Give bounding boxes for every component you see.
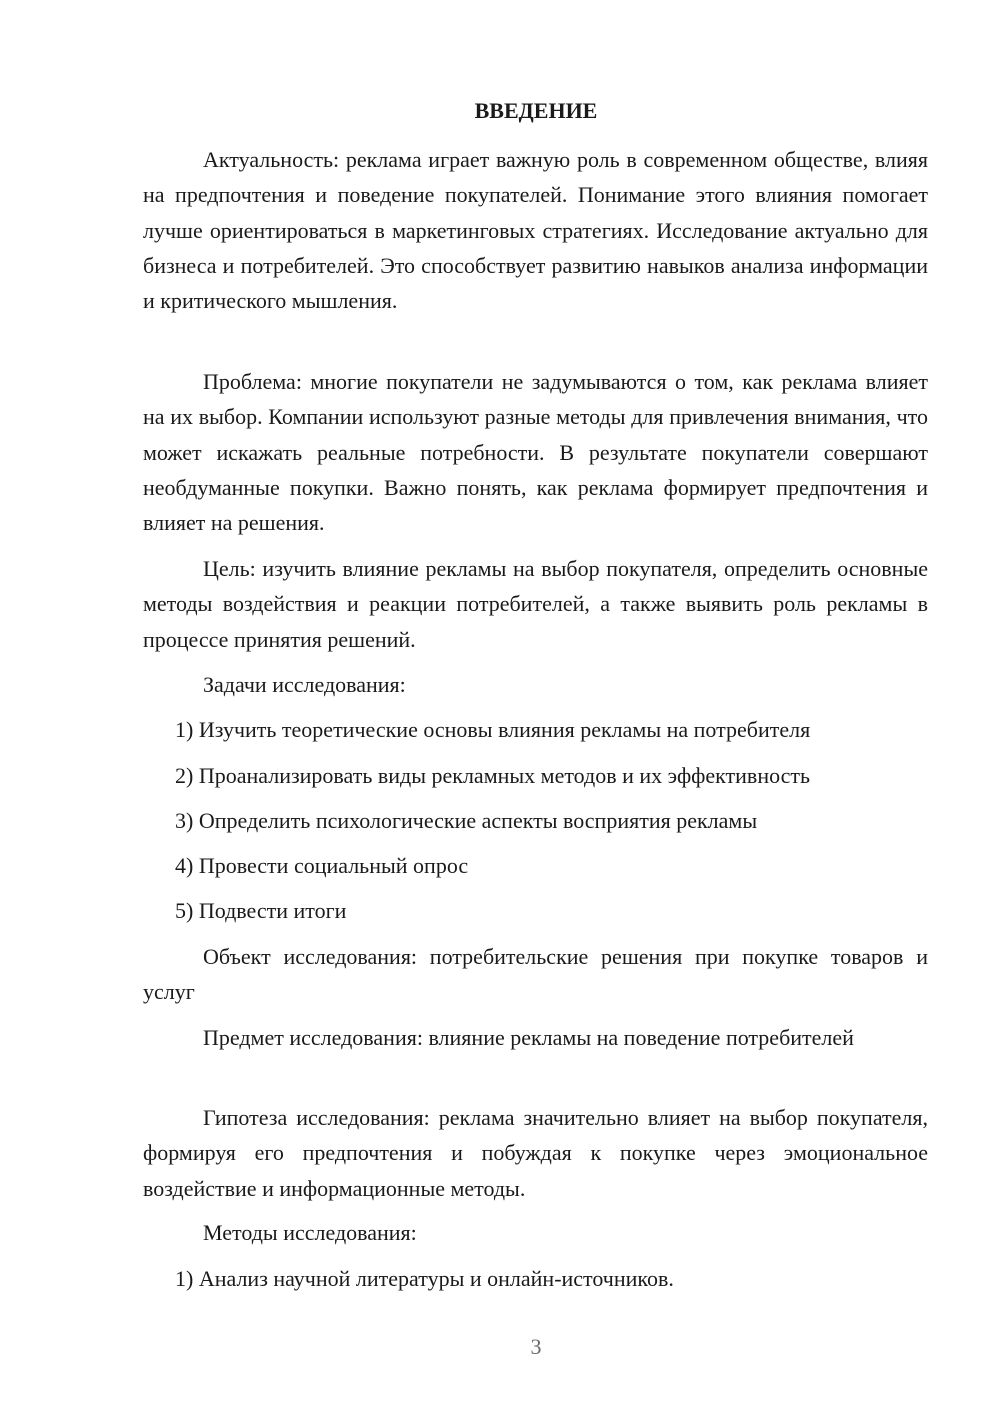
paragraph-goal: Цель: изучить влияние рекламы на выбор покупателя, определить основные методы воздействия и реакции потребителей, а также выявить роль рекламы в процессе принятия решений. xyxy=(143,556,928,652)
paragraph-problem: Проблема: многие покупатели не задумываются о том, как реклама влияет на их выбор. Компании используют разные методы для привлечения внимания, что может искажать реальные потребности. В результате покупатели совершают необдуманные покупки. Важно понять, как реклама формирует предпочтения и влияет на решения. xyxy=(143,369,928,536)
page-number: 3 xyxy=(530,1334,542,1359)
task-item-2: 2) Проанализировать виды рекламных методов и их эффективность xyxy=(175,763,811,788)
method-item-1: 1) Анализ научной литературы и онлайн-источников. xyxy=(175,1266,674,1291)
methods-heading: Методы исследования: xyxy=(203,1220,417,1245)
section-title: ВВЕДЕНИЕ xyxy=(474,98,598,123)
paragraph-subject: Предмет исследования: влияние рекламы на поведение потребителей xyxy=(203,1025,854,1050)
paragraph-hypothesis: Гипотеза исследования: реклама значительно влияет на выбор покупателя, формируя его предпочтения и побуждая к покупке через эмоциональное воздействие и информационные методы. xyxy=(143,1105,928,1201)
paragraph-object: Объект исследования: потребительские решения при покупке товаров и услуг xyxy=(143,944,928,1005)
task-item-5: 5) Подвести итоги xyxy=(175,898,347,923)
tasks-heading: Задачи исследования: xyxy=(203,672,406,697)
task-item-3: 3) Определить психологические аспекты восприятия рекламы xyxy=(175,808,758,833)
task-item-1: 1) Изучить теоретические основы влияния рекламы на потребителя xyxy=(175,717,811,742)
task-item-4: 4) Провести социальный опрос xyxy=(175,853,469,878)
paragraph-relevance: Актуальность: реклама играет важную роль в современном обществе, влияя на предпочтения и поведение покупателей. Понимание этого влияния помогает лучше ориентироваться в маркетинговых стратегиях. Исследование актуально для бизнеса и потребителей. Это способствует развитию навыков анализа информации и критического мышления. xyxy=(143,147,928,314)
